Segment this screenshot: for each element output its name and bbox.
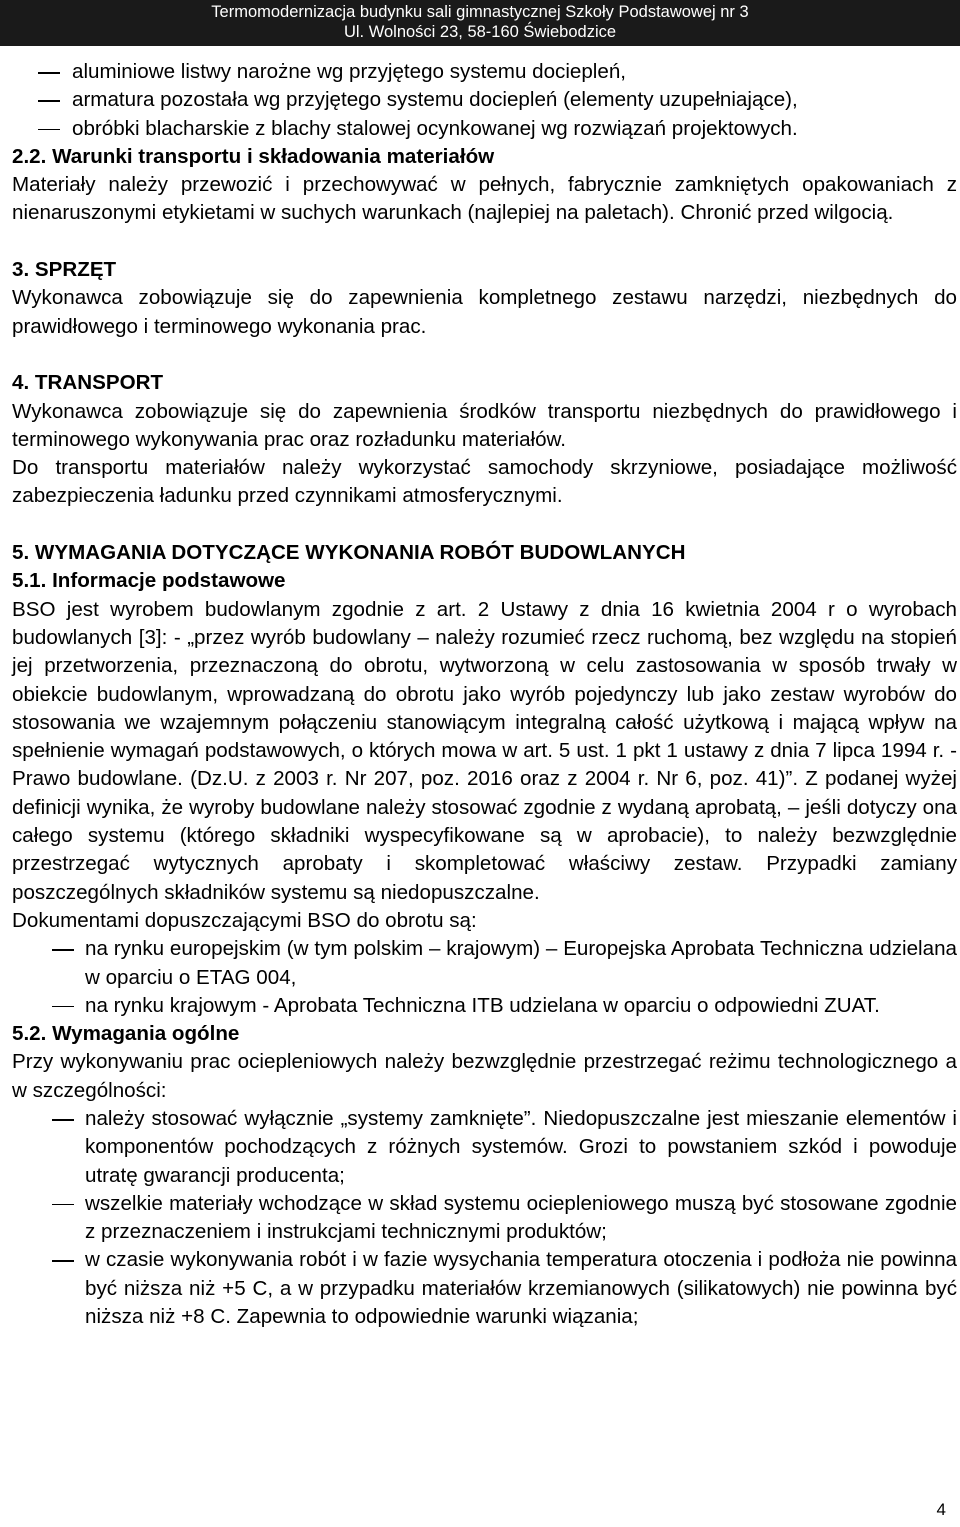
dash-bullet-icon xyxy=(52,1006,74,1008)
section-4-heading: 4. TRANSPORT xyxy=(12,371,164,395)
header-address: Ul. Wolności 23, 58-160 Świebodzice xyxy=(343,23,617,41)
dash-bullet-icon xyxy=(52,1119,74,1121)
documents-intro: Dokumentami dopuszczającymi BSO do obrotu są: xyxy=(12,908,477,932)
list-item: obróbki blacharskie z blachy stalowej ocynkowanej wg rozwiązań projektowych. xyxy=(12,115,957,143)
section-5-heading: 5. WYMAGANIA DOTYCZĄCE WYKONANIA ROBÓT BUDOWLANYCH xyxy=(12,541,686,565)
dash-bullet-icon xyxy=(38,100,60,102)
list-item: w czasie wykonywania robót i w fazie wysychania temperatura otoczenia i podłoża nie powinna być niższa niż +5 C, a w przypadku materiałów krzemianowych (silikatowych) nie powinna być niższa niż +8 C. Zapewnia to odpowiednie warunki wiązania; xyxy=(12,1246,957,1331)
list-item: wszelkie materiały wchodzące w skład systemu ociepleniowego muszą być stosowane zgodnie z przeznaczeniem i instrukcjami technicznymi produktów; xyxy=(12,1190,957,1247)
list-item: na rynku europejskim (w tym polskim – krajowym) – Europejska Aprobata Techniczna udzielana w oparciu o ETAG 004, xyxy=(12,935,957,992)
section-5-2-heading: 5.2. Wymagania ogólne xyxy=(12,1022,240,1046)
document-body xyxy=(12,58,957,1331)
section-3-heading: 3. SPRZĘT xyxy=(12,258,117,282)
dash-bullet-icon xyxy=(38,72,60,74)
section-5-1-text: BSO jest wyrobem budowlanym zgodnie z art. 2 Ustawy z dnia 16 kwietnia 2004 r o wyrobach budowlanych [3]: - „przez wyrób budowlany – należy rozumieć rzecz ruchomą, bez względu na stopień jej przetworzenia, przeznaczoną do obrotu, wytworzoną w celu zastosowania w sposób trwały w obiekcie budowlanym, wprowadzaną do obrotu jako wyrób pojedynczy lub jako zestaw wyrobów do stosowania we wzajemnym połączeniu stanowiącym integralną całość użytkową i mającą wpływ na spełnienie wymagań podstawowych, o których mowa w art. 5 ust. 1 pkt 1 ustawy z dnia 7 lipca 1994 r. - Prawo budowlane. (Dz.U. z 2003 r. Nr 207, poz. 2016 oraz z 2004 r. Nr 6, poz. 41)”. Z podanej wyżej definicji wynika, że wyroby budowlane należy stosować zgodnie z wydaną aprobatą, – jeśli dotyczy ona całego systemu (którego składniki wyspecyfikowane są w aprobacie), to należy bezwzględnie przestrzegać wytycznych aprobaty i skompletować właściwy zestaw. Przypadki zamiany poszczególnych składników systemu są niedopuszczalne. xyxy=(12,597,957,904)
section-2-2-text: Materiały należy przewozić i przechowywać w pełnych, fabrycznie zamkniętych opakowaniach z nienaruszonymi etykietami w suchych warunkach (najlepiej na paletach). Chronić przed wilgocią. xyxy=(12,173,957,225)
list-item: armatura pozostała wg przyjętego systemu dociepleń (elementy uzupełniające), xyxy=(12,86,957,114)
list-item: aluminiowe listwy narożne wg przyjętego systemu dociepleń, xyxy=(12,58,957,86)
section-2-2-heading: 2.2. Warunki transportu i składowania materiałów xyxy=(12,144,495,168)
document-header xyxy=(0,0,960,46)
requirements-list xyxy=(12,1105,957,1331)
section-5-2-text: Przy wykonywaniu prac ociepleniowych należy bezwzględnie przestrzegać reżimu technologicznego a w szczególności: xyxy=(12,1050,957,1102)
dash-bullet-icon xyxy=(52,1260,74,1262)
section-3-text: Wykonawca zobowiązuje się do zapewnienia kompletnego zestawu narzędzi, niezbędnych do prawidłowego i terminowego wykonania prac. xyxy=(12,286,957,338)
dash-bullet-icon xyxy=(38,129,60,131)
section-4-text-1: Wykonawca zobowiązuje się do zapewnienia środków transportu niezbędnych do prawidłowego i terminowego wykonywania prac oraz rozładunku materiałów. xyxy=(12,399,957,451)
section-4-text-2: Do transportu materiałów należy wykorzystać samochody skrzyniowe, posiadające możliwość zabezpieczenia ładunku przed czynnikami atmosferycznymi. xyxy=(12,456,957,508)
dash-bullet-icon xyxy=(52,949,74,951)
header-title: Termomodernizacja budynku sali gimnastycznej Szkoły Podstawowej nr 3 xyxy=(211,3,749,21)
list-item: na rynku krajowym - Aprobata Techniczna ITB udzielana w oparciu o odpowiedni ZUAT. xyxy=(12,992,957,1020)
page-number: 4 xyxy=(936,1500,946,1519)
intro-list xyxy=(12,58,957,143)
list-item: należy stosować wyłącznie „systemy zamknięte”. Niedopuszczalne jest mieszanie elementów i komponentów pochodzących z różnych systemów. Grozi to powstaniem szkód i powoduje utratę gwarancji producenta; xyxy=(12,1105,957,1190)
dash-bullet-icon xyxy=(52,1204,74,1206)
documents-list xyxy=(12,935,957,1020)
section-5-1-heading: 5.1. Informacje podstawowe xyxy=(12,569,286,593)
